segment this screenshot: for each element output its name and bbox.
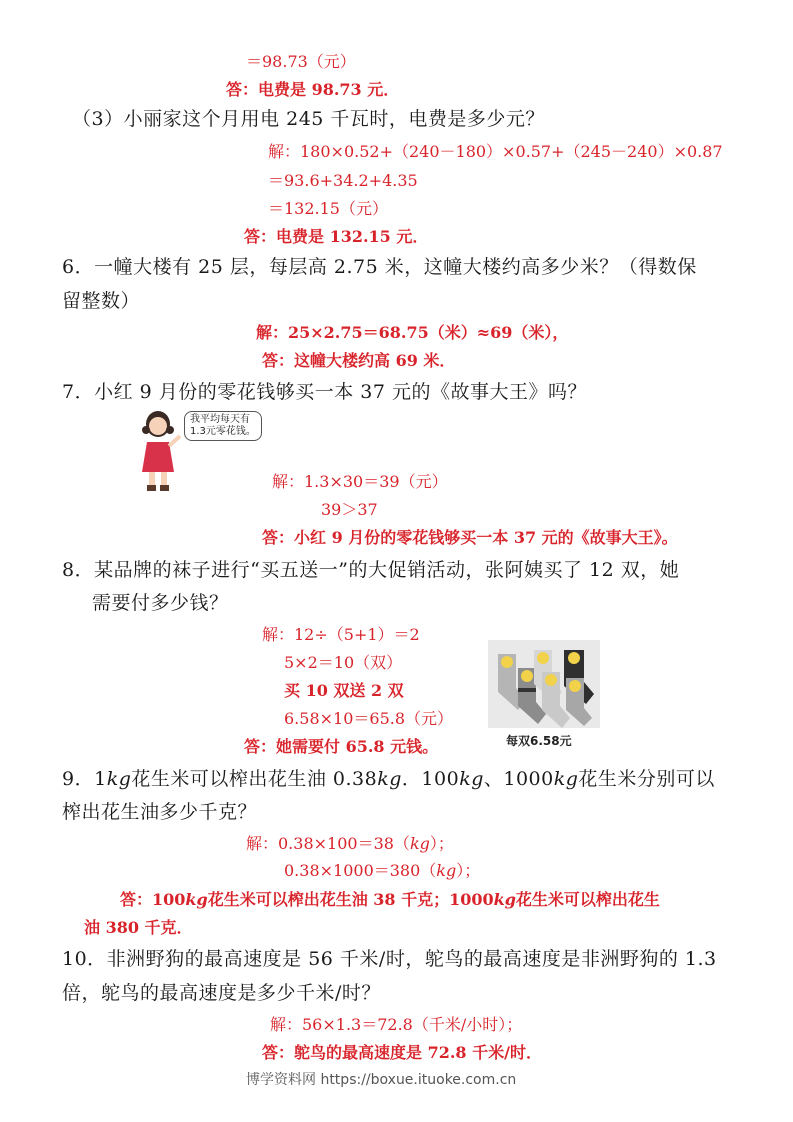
socks-illustration [488, 640, 600, 750]
answer-line-cont: 油 380 千克． [84, 918, 193, 937]
solution-line: 解：180×0.52+（240－180）×0.57+（245－240）×0.87 [268, 142, 723, 161]
text-segment: 解：0.38×100＝38（ [246, 834, 410, 853]
unit-kg: kg [493, 890, 516, 909]
unit-kg: kg [185, 890, 208, 909]
text-segment: ）； [456, 861, 481, 880]
unit-kg: kg [553, 768, 579, 790]
calc-line: ＝93.6+34.2+4.35 [268, 171, 418, 190]
solution-line: 解：12÷（5+1）＝2 [262, 625, 420, 644]
girl-icon [136, 408, 186, 494]
calc-line: 5×2＝10（双） [284, 653, 403, 672]
calc-line: 买 10 双送 2 双 [284, 681, 404, 700]
socks-caption: 每双6.58元 [506, 734, 572, 748]
answer-line: 答：电费是 132.15 元． [244, 227, 429, 246]
calc-line: 39＞37 [321, 500, 378, 519]
socks-icon [488, 640, 600, 728]
unit-kg: kg [106, 768, 132, 790]
text-segment: 9．1 [62, 768, 107, 790]
text-segment: 、1000 [483, 768, 554, 790]
unit-kg: kg [436, 861, 457, 880]
solution-line: 解：1.3×30＝39（元） [272, 472, 448, 491]
unit-kg: kg [409, 834, 430, 853]
question-9 [62, 768, 715, 791]
question-3: （3）小丽家这个月用电 245 千瓦时，电费是多少元？ [72, 108, 545, 130]
answer-line: 答：小红 9 月份的零花钱够买一本 37 元的《故事大王》。 [262, 528, 678, 547]
calc-line: 6.58×10＝65.8（元） [284, 709, 454, 728]
text-segment: 花生米分别可以 [578, 768, 715, 790]
question-8-cont: 需要付多少钱？ [92, 592, 229, 614]
text-segment: 花生米可以榨出花生油 38 千克；1000 [207, 890, 494, 909]
speech-text: 1.3元零花钱。 [190, 426, 256, 437]
answer-line: 答：电费是 98.73 元． [226, 80, 400, 99]
calc-line: ＝132.15（元） [268, 199, 388, 218]
unit-kg: kg [459, 768, 484, 790]
calc-line: ＝98.73（元） [246, 52, 356, 71]
speech-text: 我平均每天有 [190, 414, 250, 425]
solution-line: 解：25×2.75＝68.75（米）≈69（米）， [256, 323, 569, 342]
text-segment: ）； [429, 834, 454, 853]
text-segment: 0.38×1000＝380（ [284, 861, 437, 880]
unit-kg: kg [377, 768, 402, 790]
answer-line [120, 890, 660, 909]
question-6: 6．一幢大楼有 25 层，每层高 2.75 米，这幢大楼约高多少米？（得数保 [62, 256, 697, 278]
text-segment: ．100 [401, 768, 460, 790]
solution-line [246, 834, 454, 853]
girl-illustration [136, 408, 276, 494]
answer-line: 答：她需要付 65.8 元钱。 [244, 737, 439, 756]
answer-line: 答：鸵鸟的最高速度是 72.8 千米/时． [262, 1043, 542, 1062]
text-segment: 花生米可以榨出花生 [515, 890, 660, 909]
speech-bubble [184, 411, 262, 441]
solution-line: 解：56×1.3＝72.8（千米/小时）； [270, 1015, 523, 1034]
text-segment: 花生米可以榨出花生油 0.38 [131, 768, 378, 790]
footer-watermark: 博学资料网 https://boxue.ituoke.com.cn [246, 1072, 517, 1088]
calc-line [284, 861, 480, 880]
question-9-cont: 榨出花生油多少千克？ [62, 801, 258, 823]
answer-line: 答：这幢大楼约高 69 米． [262, 351, 456, 370]
question-10-cont: 倍，鸵鸟的最高速度是多少千米/时？ [62, 982, 381, 1004]
text-segment: 答：100 [120, 890, 186, 909]
question-8: 8．某品牌的袜子进行“买五送一”的大促销活动，张阿姨买了 12 双，她 [62, 559, 680, 581]
question-7: 7．小红 9 月份的零花钱够买一本 37 元的《故事大王》吗？ [62, 381, 588, 403]
question-6-cont: 留整数） [62, 290, 141, 312]
question-10: 10．非洲野狗的最高速度是 56 千米/时，鸵鸟的最高速度是非洲野狗的 1.3 [62, 948, 717, 970]
